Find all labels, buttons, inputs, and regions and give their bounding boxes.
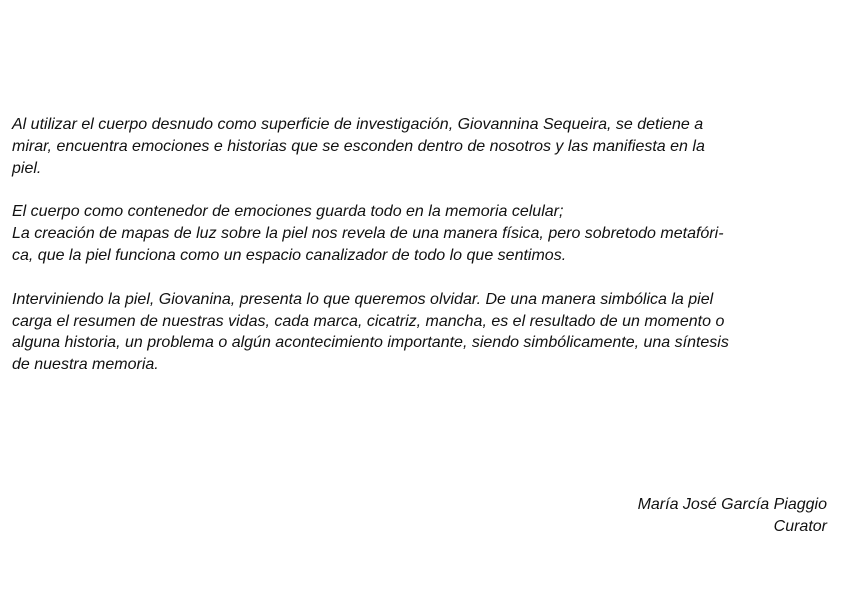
text-line: El cuerpo como contenedor de emociones guarda todo en la memoria celular; — [12, 203, 564, 221]
text-line: La creación de mapas de luz sobre la piel nos revela de una manera física, pero sobretodo metafóri- — [12, 225, 724, 243]
text-line: de nuestra memoria. — [12, 356, 159, 374]
text-line: Al utilizar el cuerpo desnudo como superficie de investigación, Giovannina Sequeira, se detiene a — [12, 116, 704, 133]
paragraph-3 — [12, 289, 832, 376]
author-role: Curator — [773, 518, 827, 535]
paragraph-1 — [12, 114, 832, 179]
text-line: mirar, encuentra emociones e historias que se esconden dentro de nosotros y las manifiesta en la — [12, 137, 705, 155]
text-line: ca, que la piel funciona como un espacio canalizador de todo lo que sentimos. — [12, 246, 567, 264]
curatorial-text — [12, 114, 832, 398]
author-name: María José García Piaggio — [637, 496, 827, 513]
paragraph-2 — [12, 201, 832, 266]
text-line: piel. — [12, 159, 42, 177]
text-line: carga el resumen de nuestras vidas, cada marca, cicatriz, mancha, es el resultado de un momento o — [12, 312, 725, 330]
text-line: alguna historia, un problema o algún acontecimiento importante, siendo simbólicamente, una síntesis — [12, 334, 729, 352]
text-line: Interviniendo la piel, Giovanina, presenta lo que queremos olvidar. De una manera simbólica la piel — [12, 290, 714, 308]
signature-block — [638, 494, 827, 538]
